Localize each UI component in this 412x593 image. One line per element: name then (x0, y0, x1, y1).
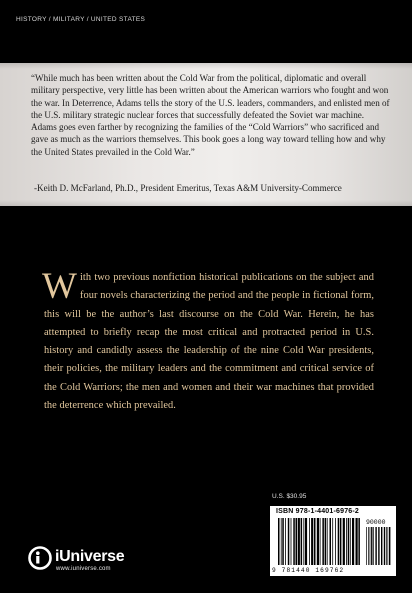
barcode-bar (340, 518, 342, 565)
barcode-bar (314, 518, 316, 565)
barcode-bar (348, 518, 350, 565)
barcode-bar (338, 518, 340, 565)
publisher-logo (28, 546, 158, 570)
barcode-bar (335, 518, 336, 565)
barcode-graphic (276, 518, 392, 567)
barcode-bar (293, 518, 295, 565)
barcode-addon-bar (371, 527, 372, 565)
publisher-url: www.iuniverse.com (56, 566, 111, 572)
barcode-addon-digits: 90000 (366, 519, 386, 526)
barcode-bar (327, 518, 328, 565)
barcode-bar (343, 518, 345, 565)
publisher-name: iUniverse (55, 548, 125, 565)
barcode-addon-bar (370, 527, 371, 565)
barcode-bar (278, 518, 280, 565)
barcode-addon-bar (386, 527, 387, 565)
barcode-bar (320, 518, 321, 565)
barcode-digits-row (272, 567, 396, 574)
barcode-bar (288, 518, 290, 565)
barcode-bar (330, 518, 332, 565)
barcode-bar (296, 518, 298, 565)
barcode-bar (282, 518, 284, 565)
barcode-bar (305, 518, 307, 565)
barcode-bar (301, 518, 303, 565)
category-label: HISTORY / MILITARY / UNITED STATES (16, 16, 146, 23)
barcode-addon-bar (368, 527, 369, 565)
barcode-panel (270, 506, 396, 576)
barcode-addon-bar (388, 527, 389, 565)
barcode-bar (317, 518, 319, 565)
description-text: ith two previous nonfiction historical publications on the subject and four novels characterizing the period and the people in fictional form, this will be the author’s last discourse on the Cold War. Herein, he has attempted to briefly recap the most critical and protracted period in U.S. history and candidly assess the leadership of the nine Cold War presidents, their policies, the military leaders and the commitment and critical service of the Cold Warriors; the men and women and their war machines that provided the deterrence which prevailed. (44, 272, 374, 412)
barcode-bar (281, 518, 282, 565)
price-label: U.S. $30.95 (272, 493, 307, 500)
drop-cap: W (42, 266, 77, 307)
barcode-digits: 9 781440 169762 (272, 567, 345, 574)
barcode-bar (309, 518, 310, 565)
barcode-bar (285, 518, 286, 565)
barcode-bar (356, 518, 358, 565)
barcode-bar (311, 518, 313, 565)
book-description (42, 266, 374, 415)
iuniverse-logo-icon (28, 546, 52, 570)
barcode-bar (322, 518, 324, 565)
barcode-bar (325, 518, 327, 565)
barcode-addon-bar (381, 527, 382, 565)
barcode-addon-bar (373, 527, 374, 565)
barcode-addon-bar (378, 527, 379, 565)
barcode-bar (352, 518, 354, 565)
barcode-bar (358, 518, 360, 565)
barcode-bar (350, 518, 351, 565)
barcode-addon-bar (366, 527, 367, 565)
barcode-addon-bar (389, 527, 390, 565)
barcode-bar (303, 518, 304, 565)
barcode-bar (346, 518, 347, 565)
quote-attribution: -Keith D. McFarland, Ph.D., President Emeritus, Texas A&M University-Commerce (34, 183, 342, 193)
barcode-bar (332, 518, 333, 565)
barcode-addon-bar (375, 527, 376, 565)
isbn-label (276, 508, 392, 515)
barcode-addon-bar (384, 527, 385, 565)
endorsement-quote: “While much has been written about the Cold War from the political, diplomatic and overall military perspective, very little has been written about the American warriors who fought and won the war. In Deterrence, Adams tells the story of the U.S. leaders, commanders, and enlisted men of the U.S. military strategic nuclear forces that successfully defeated the Soviet war machine. Adams goes even farther by recognizing the families of the “Cold Warriors” who sacrificed and gave as much as the warriors themselves. This book goes a long way toward telling how and why the United States prevailed in the Cold War.” (31, 73, 390, 157)
barcode-bar (291, 518, 292, 565)
barcode-bar (298, 518, 300, 565)
isbn-text: ISBN 978-1-4401-6976-2 (276, 508, 360, 515)
